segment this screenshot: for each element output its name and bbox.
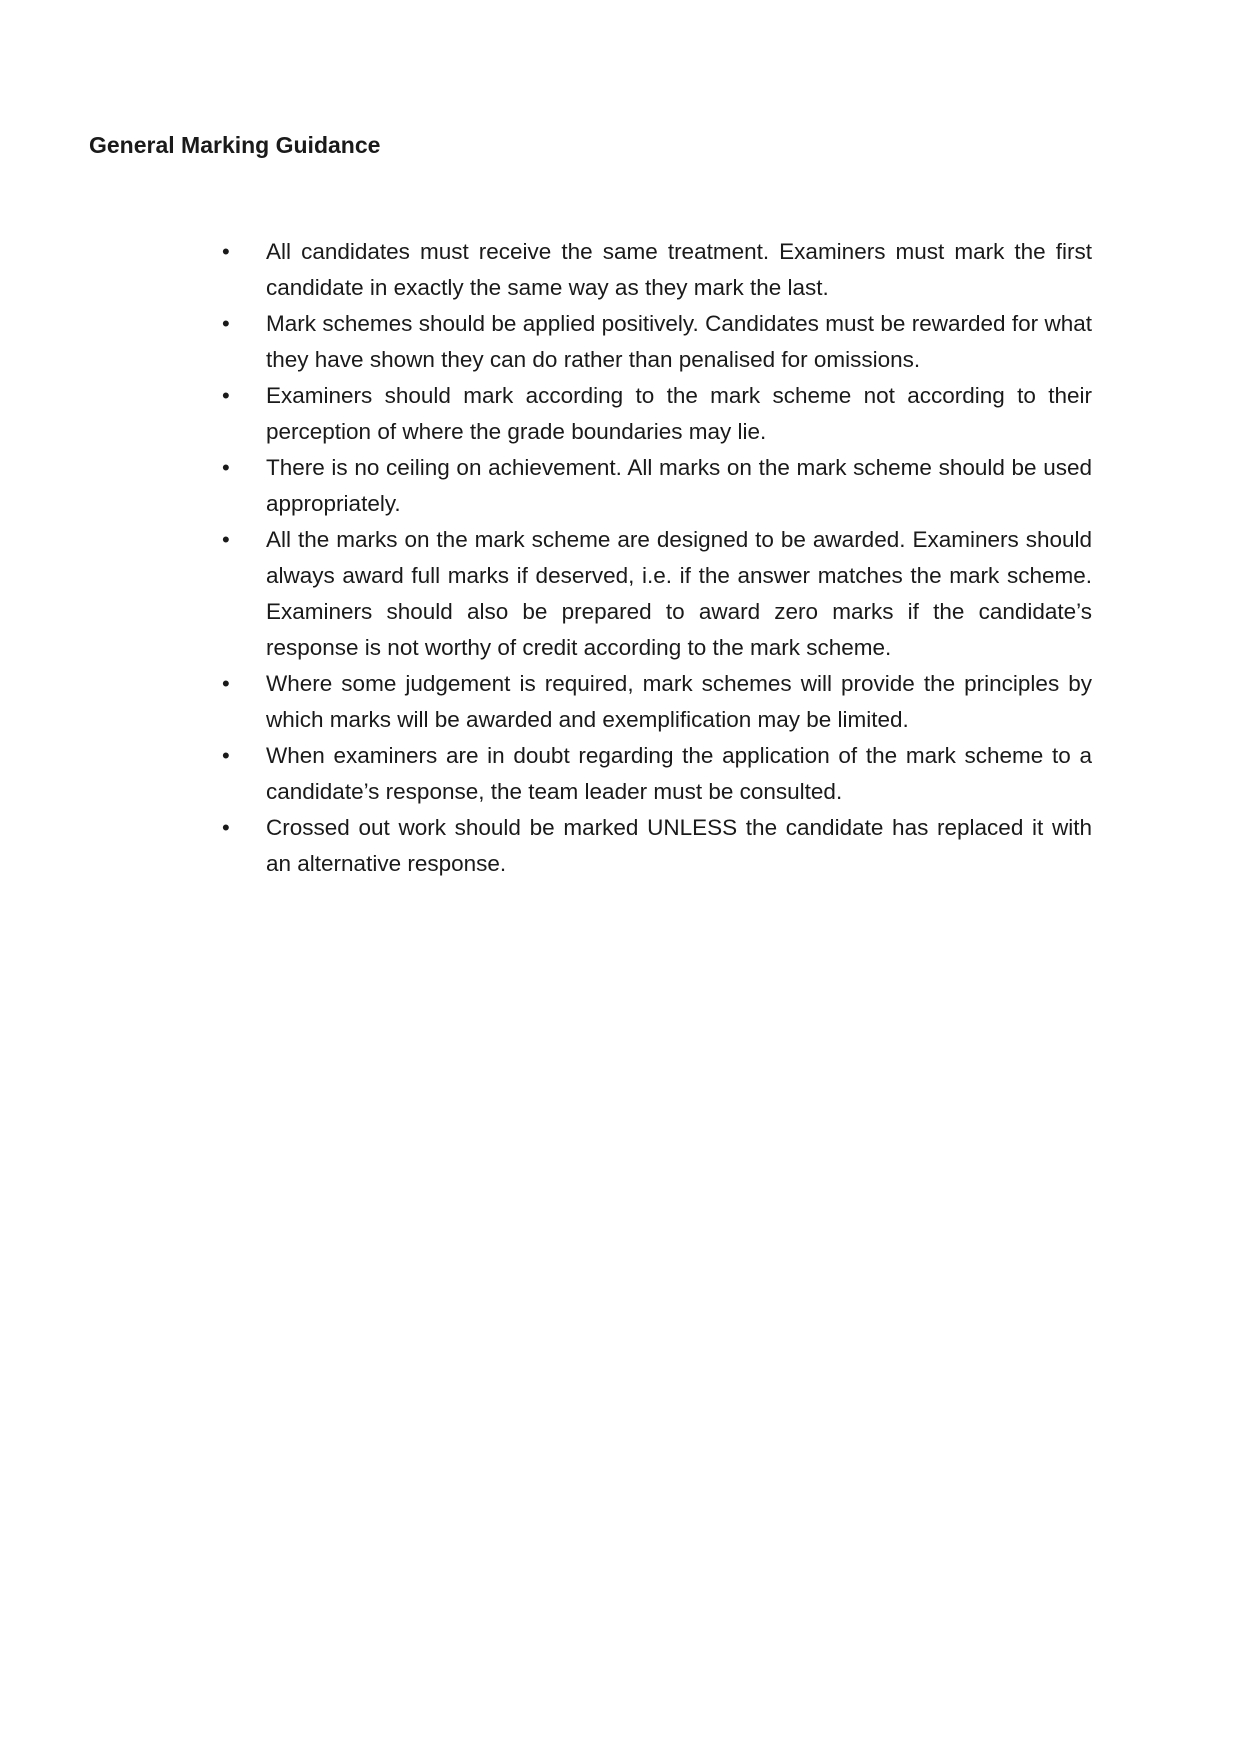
list-item-text: Crossed out work should be marked UNLESS the candidate has replaced it with an alternative response. xyxy=(266,815,1092,876)
list-item-text: There is no ceiling on achievement. All marks on the mark scheme should be used appropriately. xyxy=(266,455,1092,516)
list-item xyxy=(222,378,1092,450)
list-item-text: Mark schemes should be applied positively. Candidates must be rewarded for what they have shown they can do rather than penalised for omissions. xyxy=(266,311,1092,372)
list-item-text: Examiners should mark according to the mark scheme not according to their perception of where the grade boundaries may lie. xyxy=(266,383,1092,444)
list-item xyxy=(222,234,1092,306)
list-item xyxy=(222,450,1092,522)
list-item-text: When examiners are in doubt regarding the application of the mark scheme to a candidate’s response, the team leader must be consulted. xyxy=(266,743,1092,804)
list-item xyxy=(222,522,1092,666)
bullet-icon: • xyxy=(222,671,230,696)
list-item xyxy=(222,738,1092,810)
bullet-icon: • xyxy=(222,527,230,552)
bullet-icon: • xyxy=(222,743,230,768)
bullet-icon: • xyxy=(222,383,230,408)
list-item xyxy=(222,306,1092,378)
list-item xyxy=(222,810,1092,882)
list-item-text: All the marks on the mark scheme are designed to be awarded. Examiners should always award full marks if deserved, i.e. if the answer matches the mark scheme. Examiners should also be prepared to award zero marks if the candidate’s response is not worthy of credit according to the mark scheme. xyxy=(266,527,1092,660)
guidance-list xyxy=(222,234,1092,882)
list-item xyxy=(222,666,1092,738)
list-item-text: Where some judgement is required, mark schemes will provide the principles by which marks will be awarded and exemplification may be limited. xyxy=(266,671,1092,732)
list-item-text: All candidates must receive the same treatment. Examiners must mark the first candidate in exactly the same way as they mark the last. xyxy=(266,239,1092,300)
section-heading: General Marking Guidance xyxy=(89,132,381,158)
bullet-icon: • xyxy=(222,815,230,840)
bullet-icon: • xyxy=(222,311,230,336)
bullet-icon: • xyxy=(222,239,230,264)
bullet-icon: • xyxy=(222,455,230,480)
